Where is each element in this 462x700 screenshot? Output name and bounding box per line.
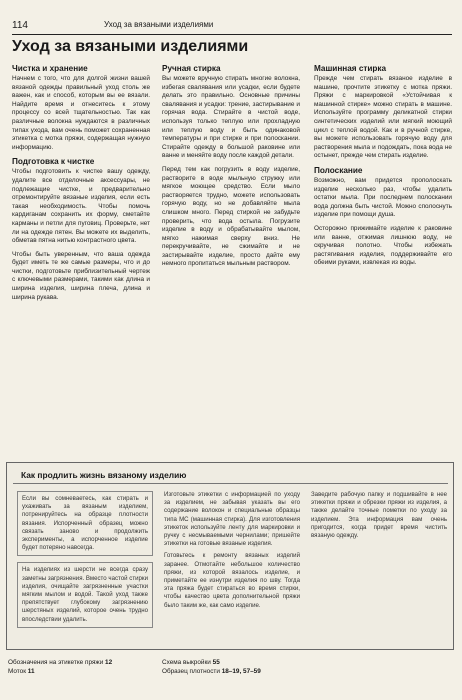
paragraph: Чтобы быть уверенным, что ваша одежда будет иметь те же самые размеры, что и до чистки, подготовьте приблизительный чертеж с ключевыми размерами, такими как длина и ширина изделия, ширина плеча, длина и ширина рукава.: [12, 250, 150, 301]
section-heading-machine-wash: Машинная стирка: [314, 64, 387, 73]
sidebar-column-2: [164, 491, 300, 614]
tip-paragraph: На изделиях из шерсти не всегда сразу заметны загрязнения. Вместо частой стирки изделия, очищайте загрязненные участки мягким мылом и водой. Такой уход также препятствует глубокому загрязнению шерстяных изделий, которое очень трудно впоследствии удалить.: [17, 562, 153, 627]
sidebar-rule: [13, 483, 448, 484]
paragraph: Начнем с того, что для долгой жизни вашей вязаной одежды правильный уход столь же важен, как и способ, которым вы ее вязали. Найдите время и отнеситесь к этому процессу со всей тщательностью. Так как различные волокна нуждаются в различных типах ухода, вам очень поможет сохраненная этикетка с мотка пряжи, содержащая нужную информацию.: [12, 75, 150, 151]
cross-reference: Обозначения на этикетке пряжи 12: [8, 659, 113, 666]
tip-paragraph: Заведите рабочую папку и подшивайте в нее этикетки пряжи и обрезки пряжи из изделия, а также делайте точные пометки по уходу за изделием. Эта информация вам очень пригодится, когда придет время чистить вязаную одежду.: [311, 491, 447, 540]
header-rule: [12, 34, 452, 35]
column-2: [162, 64, 300, 274]
footer-refs-left: [8, 658, 112, 676]
paragraph: Осторожно прижимайте изделие к раковине или ванне, отжимая лишнюю воду, не скручивая полотно. Чтобы избежать растягивания изделия, поддерживайте его обеими руками, извлекая из воды.: [314, 224, 452, 267]
paragraph: Возможно, вам придется прополоскать изделие несколько раз, чтобы удалить остатки мыла. При последнем полоскании вода должна быть чистой. Можно сполоснуть изделие при помощи душа.: [314, 176, 452, 219]
paragraph: Чтобы подготовить к чистке вашу одежду, удалите все отделочные аксессуары, не подлежащие чистке, и предварительно отремонтируйте вязаные изделия, если есть такая необходимость. Чтобы помочь кардиганам сохранить их форму, сметайте карманы и петли для пуговиц. Проверьте, нет ли на одежде пятен. Вы можете их выделить, обметав пятна нитью контрастного цвета.: [12, 168, 150, 245]
running-head: Уход за вязаными изделиями: [104, 20, 214, 29]
page-number: 114: [12, 20, 28, 31]
footer-refs-right: [162, 658, 261, 676]
tip-paragraph: Изготовьте этикетки с информацией по уходу за изделием, не забывая указать вы его содержание волокон и специальные образцы типа МС (машинная стирка). Для изготовления этикеток используйте ленту для маркировки и ручку с несмываемыми чернилами; пришейте этикетки на готовые вязаные изделия.: [164, 491, 300, 548]
page-title: Уход за вязаными изделиями: [12, 38, 249, 55]
cross-reference: Моток 11: [8, 668, 35, 675]
section-heading-hand-wash: Ручная стирка: [162, 64, 221, 73]
tip-paragraph: Если вы сомневаетесь, как стирать и ухаживать за вязаным изделием, потренируйтесь на образце плотности вязания. Испорченный образец можно связать заново и продолжить эксперименты, а испорченное изделие будет потеряно навсегда.: [17, 491, 153, 556]
section-heading-prep: Подготовка к чистке: [12, 157, 95, 167]
sidebar-title: Как продлить жизнь вязаному изделию: [21, 470, 187, 480]
cross-reference: Образец плотности 18–19, 57–59: [162, 668, 261, 675]
sidebar-column-1: [17, 491, 153, 634]
section-heading-rinse: Полоскание: [314, 165, 363, 175]
paragraph: Прежде чем стирать вязаное изделие в машине, прочтите этикетку с мотка пряжи. Пряжи с маркировкой «Устойчивая к машинной стирке» можно стирать в машине. Используйте программу деликатной стирки синтетических изделий или мягкий моющий цикл с теплой водой. Как и в ручной стирке, вы можете использовать горячую воду для растворения мыла и подождать, пока вода не остынет, прежде чем стирать изделие.: [314, 75, 452, 160]
cross-reference: Схема выкройки 55: [162, 659, 220, 666]
tip-paragraph: Готовьтесь к ремонту вязаных изделий заранее. Отмотайте небольшое количество пряжи, из которой вязалось изделие, и приметайте ее изнутри изделия по шву. Тогда эта пряжа будет стираться во время стирки, чтобы качество цвета дополнительной пряжи было таким же, как само изделие.: [164, 552, 300, 609]
sidebar-column-3: [311, 491, 447, 544]
section-heading-cleaning: Чистка и хранение: [12, 64, 88, 73]
tips-sidebar: [6, 462, 454, 650]
paragraph: Перед тем как погрузить в воду изделие, растворите в воде мыльную стружку или мягкое моющее средство. Если мыло растворяется трудно, можете использовать горячую воду, но не добавляйте мыла слишком много. Перед стиркой не забудьте проверить, что вода остыла. Погрузите изделие в воду и обрабатывайте мылом, мягко нажимая сверху вниз. Не перекручивайте, не сжимайте и не застирывайте изделие, просто дайте ему немного пропитаться мыльным раствором.: [162, 165, 300, 268]
column-1: [12, 64, 150, 307]
column-3: [314, 64, 452, 273]
paragraph: Вы можете вручную стирать многие волокна, избегая свалявания или усадки, если будете делать это правильно. Основные причины свалявания и усадки: трение, застирывание и горячая вода. Стирайте в чистой воде, используя только теплую или прохладную или теплую воду и быть одинаковой температуры и при стирке и при полоскании. Стирайте одежду в большой раковине или ванне и меняйте воду после каждой детали.: [162, 75, 300, 160]
